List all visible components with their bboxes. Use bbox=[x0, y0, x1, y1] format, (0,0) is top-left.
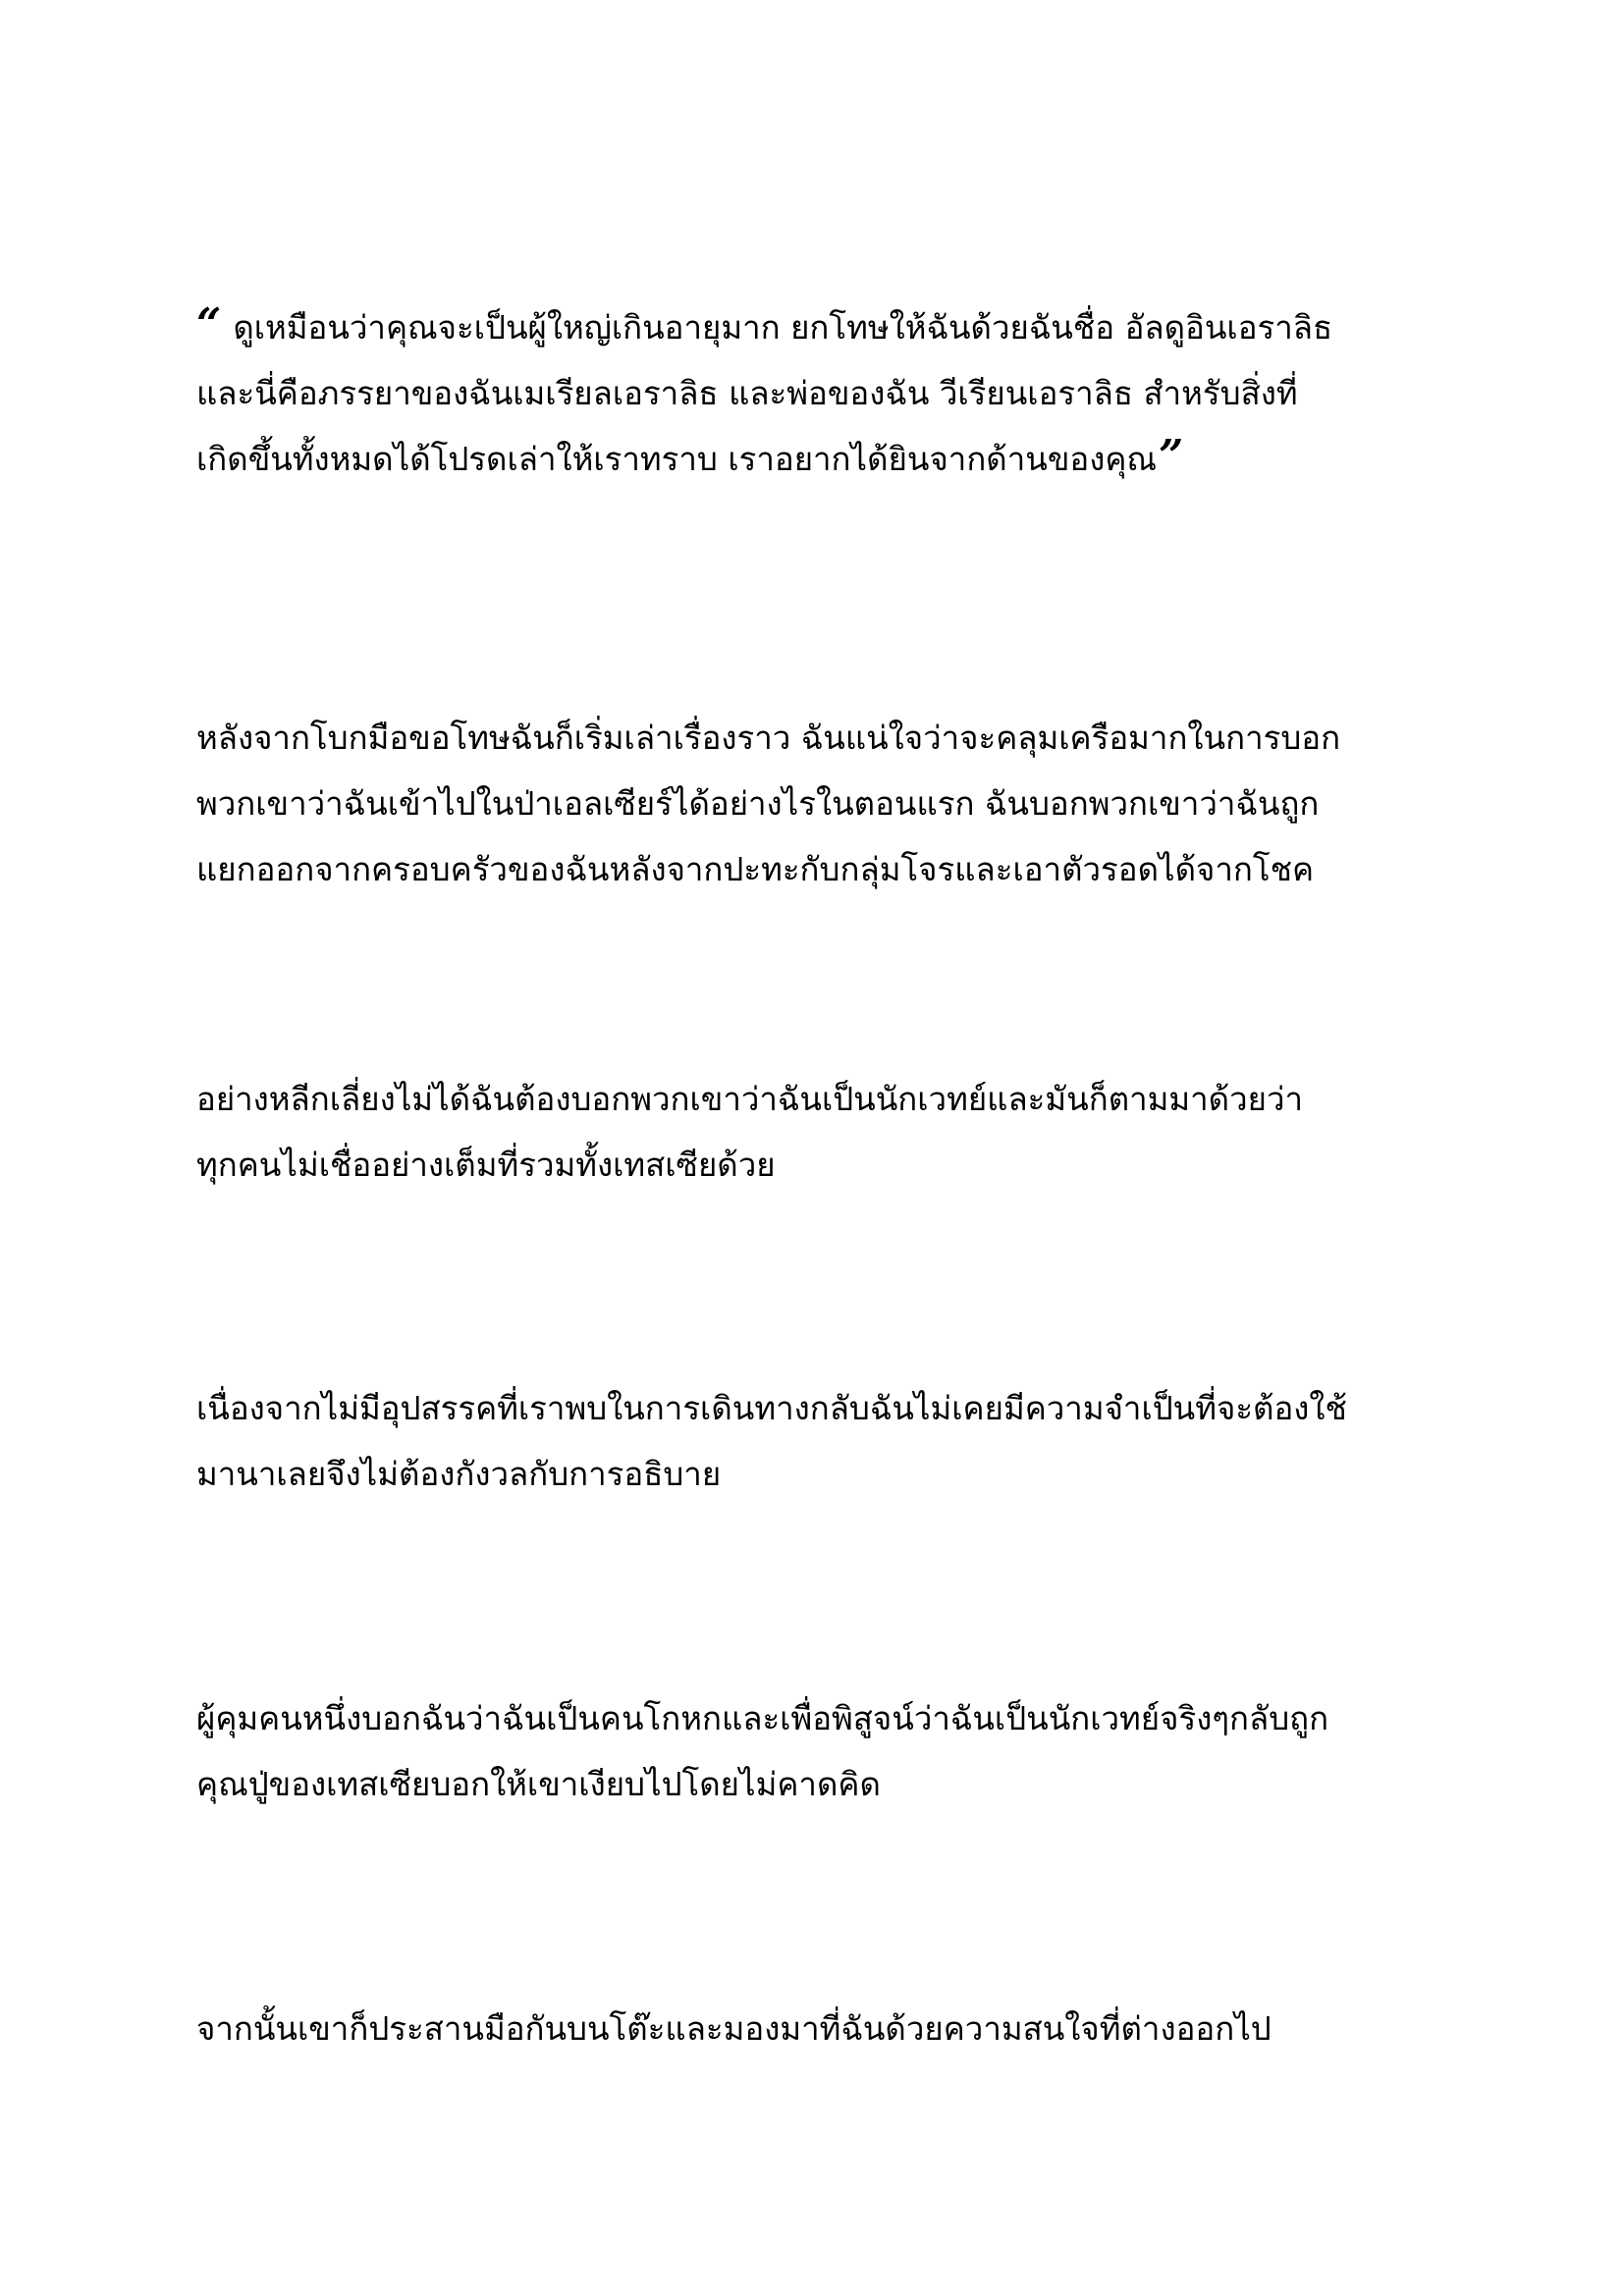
paragraph-line: เนื่องจากไม่มีอุปสรรคที่เราพบในการเดินทางกลับฉันไม่เคยมีความจำเป็นที่จะต้องใช้ bbox=[196, 1389, 1347, 1427]
paragraph-6 bbox=[196, 1996, 1453, 2061]
paragraph-4 bbox=[196, 1375, 1453, 1507]
paragraph-line: พวกเขาว่าฉันเข้าไปในป่าเอลเซียร์ได้อย่างไรในตอนแรก ฉันบอกพวกเขาว่าฉันถูก bbox=[196, 784, 1320, 823]
paragraph-line: ทุกคนไม่เชื่ออย่างเต็มที่รวมทั้งเทสเซียด้วย bbox=[196, 1146, 776, 1184]
opening-quote-mark: “ bbox=[196, 299, 222, 349]
paragraph-3 bbox=[196, 1066, 1453, 1198]
paragraph-line: แยกออกจากครอบครัวของฉันหลังจากปะทะกับกลุ่มโจรและเอาตัวรอดได้จากโชค bbox=[196, 850, 1315, 888]
paragraph-line bbox=[196, 426, 1453, 492]
paragraph-line-text: เกิดขึ้นทั้งหมดได้โปรดเล่าให้เราทราบ เราอยากได้ยินจากด้านของคุณ bbox=[196, 440, 1158, 478]
paragraph-line: มานาเลยจึงไม่ต้องกังวลกับการอธิบาย bbox=[196, 1455, 722, 1493]
paragraph-line bbox=[196, 294, 1453, 360]
closing-quote-mark: ” bbox=[1159, 431, 1184, 481]
paragraph-5 bbox=[196, 1685, 1453, 1817]
paragraph-line: อย่างหลีกเลี่ยงไม่ได้ฉันต้องบอกพวกเขาว่าฉันเป็นนักเวทย์และมันก็ตามมาด้วยว่า bbox=[196, 1080, 1304, 1118]
paragraph-line: และนี่คือภรรยาของฉันเมเรียลเอราลิธ และพ่อของฉัน วีเรียนเอราลิธ สำหรับสิ่งที่ bbox=[196, 374, 1298, 412]
paragraph-line: ผู้คุมคนหนึ่งบอกฉันว่าฉันเป็นคนโกหกและเพื่อพิสูจน์ว่าฉันเป็นนักเวทย์จริงๆกลับถูก bbox=[196, 1699, 1329, 1737]
paragraph-line: หลังจากโบกมือขอโทษฉันก็เริ่มเล่าเรื่องราว ฉันแน่ใจว่าจะคลุมเครือมากในการบอก bbox=[196, 719, 1341, 757]
paragraph-line-text: ดูเหมือนว่าคุณจะเป็นผู้ใหญ่เกินอายุมาก ยกโทษให้ฉันด้วยฉันชื่อ อัลดูอินเอราลิธ bbox=[233, 308, 1333, 347]
paragraph-line: จากนั้นเขาก็ประสานมือกันบนโต๊ะและมองมาที่ฉันด้วยความสนใจที่ต่างออกไป bbox=[196, 2009, 1272, 2048]
paragraph-line: คุณปู่ของเทสเซียบอกให้เขาเงียบไปโดยไม่คาดคิด bbox=[196, 1765, 881, 1803]
paragraph-2 bbox=[196, 705, 1453, 902]
paragraph-1 bbox=[196, 294, 1453, 492]
